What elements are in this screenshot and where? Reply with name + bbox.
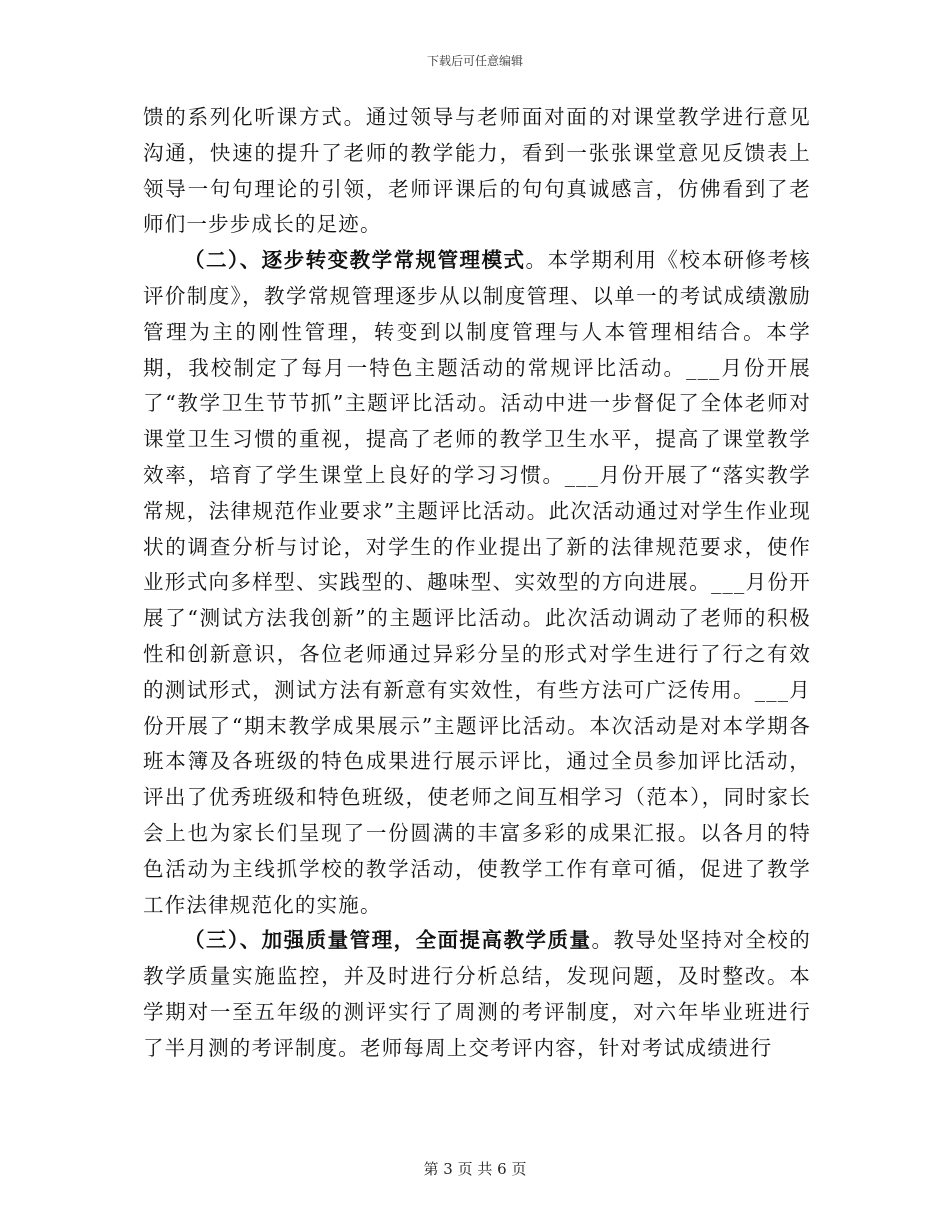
header-note: 下载后可任意编辑 — [426, 54, 523, 68]
paragraph-continuation: 馈的系列化听课方式。通过领导与老师面对面的对课堂教学进行意见沟通，快速的提升了老师的教学能力，看到一张张课堂意见反馈表上领导一句句理论的引领，老师评课后的句句真诚感言，仿佛看到了老师们一步步成长的足迹。 — [143, 105, 811, 237]
section-3-text: 。教导处坚持对全校的教学质量实施监控，并及时进行分析总结，发现问题，及时整改。本学期对一至五年级的测评实行了周测的考评制度，对六年毕业班进行了半月测的考评制度。老师每周上交考评内容，针对考试成绩进行 — [143, 928, 811, 1060]
section-2-heading: （二）、逐步转变教学常规管理模式 — [184, 248, 526, 273]
paragraph-section-2 — [143, 243, 811, 923]
page-indicator: 第 3 页 共 6 页 — [423, 1160, 527, 1178]
paragraph-section-3 — [143, 923, 811, 1066]
document-body — [143, 100, 811, 1067]
section-2-text: 。本学期利用《校本研修考核评价制度》，教学常规管理逐步从以制度管理、以单一的考试成绩激励管理为主的刚性管理，转变到以制度管理与人本管理相结合。本学期，我校制定了每月一特色主题活动的常规评比活动。___月份开展了“教学卫生节节抓”主题评比活动。活动中进一步督促了全体老师对课堂卫生习惯的重视，提高了老师的教学卫生水平，提高了课堂教学效率，培育了学生课堂上良好的学习习惯。___月份开展了“落实教学常规，法律规范作业要求”主题评比活动。此次活动通过对学生作业现状的调查分析与讨论，对学生的作业提出了新的法律规范要求，使作业形式向多样型、实践型的、趣味型、实效型的方向进展。___月份开展了“测试方法我创新”的主题评比活动。此次活动调动了老师的积极性和创新意识，各位老师通过异彩分呈的形式对学生进行了行之有效的测试形式，测试方法有新意有实效性，有些方法可广泛传用。___月份开展了“期末教学成果展示”主题评比活动。本次活动是对本学期各班本簿及各班级的特色成果进行展示评比，通过全员参加评比活动，评出了优秀班级和特色班级，使老师之间互相学习（范本），同时家长会上也为家长们呈现了一份圆满的丰富多彩的成果汇报。以各月的特色活动为主线抓学校的教学活动，使教学工作有章可循，促进了教学工作法律规范化的实施。 — [143, 248, 812, 917]
section-3-heading: （三）、加强质量管理，全面提高教学质量 — [184, 928, 592, 953]
